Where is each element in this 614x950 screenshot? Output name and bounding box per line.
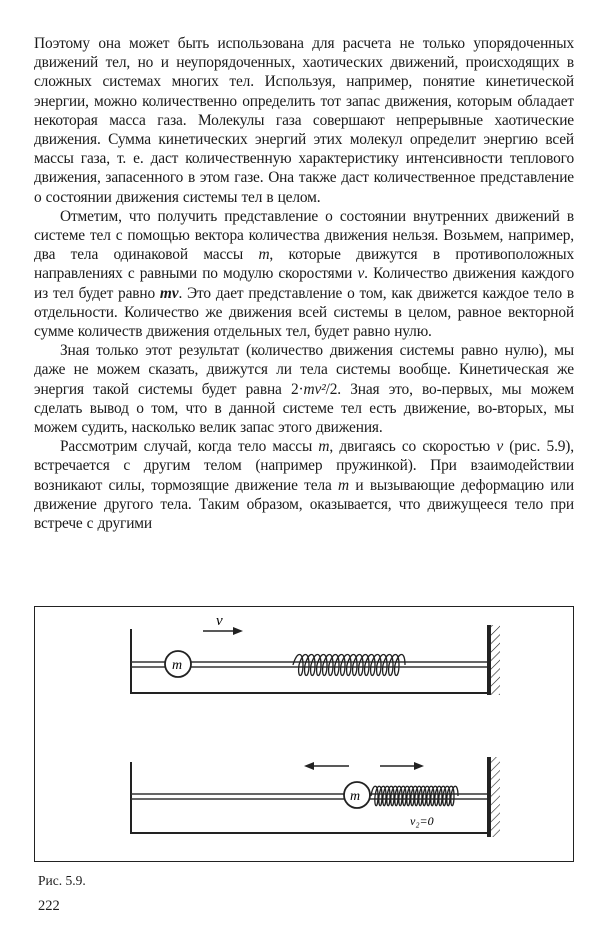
- page-number: 222: [38, 898, 60, 914]
- paragraph-1: Поэтому она может быть использована для расчета не только упорядоченных движений тел, но и неупорядоченных, хаотических движений, происходящих в сложных системах многих тел. Используя, например, понятие кинетической энергии, можно количественно определить тот запас движения, которым обладает некоторая масса газа. Молекулы газа совершают непрерывные хаотические движения. Сумма кинетических энергий этих молекул определит энергию всей массы газа, т. е. даст количественную характеристику интенсивности теплового движения, запасенного в этом газе. Она также даст количественное представление о состоянии движения системы тел в целом.: [34, 35, 574, 206]
- top-apparatus: [131, 613, 500, 695]
- top-velocity-label: v: [216, 613, 223, 629]
- bottom-arrow-left-head: [304, 762, 314, 770]
- bottom-velocity-label: v₂=0: [410, 814, 434, 828]
- figure-caption: Рис. 5.9.: [38, 873, 86, 888]
- figure-5-9: [34, 606, 574, 862]
- top-velocity-arrowhead: [233, 627, 243, 635]
- top-spring: [293, 655, 405, 676]
- bottom-wall-hatch: [491, 757, 500, 837]
- paragraph-2: Отметим, что получить представление о состоянии внутренних движений в системе тел с помощью вектора количества движения нельзя. Возьмем, например, два тела одинаковой массы m, которые движутся в противоположных направлениях с равными по модулю скоростями v. Количество движения каждого из тел будет равно mv. Это дает представление о том, как движется каждое тело в отдельности. Количество же движения всей системы в целом, равное векторной сумме количеств движения отдельных тел, будет равно нулю.: [34, 207, 574, 341]
- bottom-wall: [487, 757, 491, 837]
- paragraph-4: Рассмотрим случай, когда тело массы m, двигаясь со скоростью v (рис. 5.9), встречается с другим телом (например пружинкой). При взаимодействии возникают силы, тормозящие движение тела m и вызывающие деформацию или движение другого тела. Таким образом, оказывается, что движущееся тело при встрече с другими: [34, 438, 574, 533]
- bottom-arrow-right-head: [414, 762, 424, 770]
- bottom-spring: [371, 786, 458, 806]
- top-wall: [487, 625, 491, 695]
- top-mass-label: m: [172, 658, 183, 673]
- text-body: [34, 34, 574, 533]
- bottom-apparatus: [131, 757, 500, 837]
- bottom-mass-label: m: [350, 789, 361, 804]
- top-wall-hatch: [491, 625, 500, 695]
- paragraph-3: Зная только этот результат (количество движения системы равно нулю), мы даже не можем сказать, движутся ли тела системы вообще. Кинетическая же энергия такой системы будет равна 2·mv²/2. Зная это, во-первых, мы можем сделать вывод о том, что в данной системе тел есть движение, во-вторых, мы можем судить, насколько велик запас этого движения.: [34, 342, 574, 437]
- figure-drawing: [35, 607, 575, 863]
